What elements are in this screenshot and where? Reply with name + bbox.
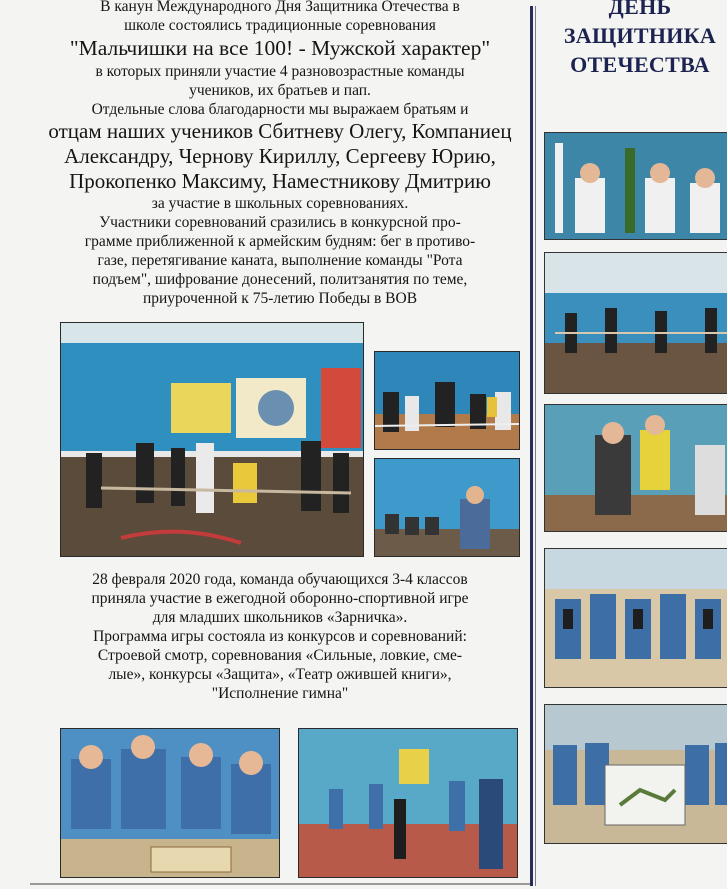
heading-line-3: ОТЕЧЕСТВА [570, 52, 710, 77]
column-divider [530, 6, 533, 886]
names-line-1: Александру, Чернову Кириллу, Сергееву Юрию, [64, 144, 496, 168]
zarnichka-line-3: для младших школьников «Зарничка». [152, 609, 408, 626]
article-top [40, 1, 520, 308]
program-line-3: газе, перетягивание каната, выполнение команды "Рота [97, 252, 463, 269]
game-line-4: "Исполнение гимна" [211, 685, 349, 702]
teams-line-2: учеников, их братьев и пап. [189, 82, 371, 99]
photo-kids-map [60, 728, 280, 878]
thanks-line-2: отцам наших учеников Сбитневу Олегу, Компаниец [48, 119, 512, 143]
photo-tug-of-war [60, 322, 364, 557]
intro-line-1: В канун Международного Дня Защитника Отечества в [100, 0, 460, 15]
photo-classroom-talk [374, 458, 520, 557]
game-line-3: лые», конкурсы «Защита», «Театр ожившей книги», [108, 666, 452, 683]
program-line-5: приуроченной к 75-летию Победы в ВОВ [142, 290, 418, 307]
teams-line-1: в которых приняли участие 4 разновозрастные команды [95, 63, 465, 80]
game-line-2: Строевой смотр, соревнования «Сильные, ловкие, сме- [97, 647, 463, 664]
heading-line-1: ДЕНЬ [608, 0, 672, 19]
column-divider-thin [535, 6, 536, 886]
photo-right-class [544, 548, 727, 688]
right-column [540, 0, 727, 889]
photo-right-gym [544, 252, 727, 394]
zarnichka-line-1: 28 февраля 2020 года, команда обучающихся 3-4 классов [92, 571, 468, 588]
names-line-3: за участие в школьных соревнованиях. [151, 195, 409, 212]
heading-line-2: ЗАЩИТНИКА [563, 23, 717, 48]
event-title: "Мальчишки на все 100! - Мужской характер" [69, 36, 491, 60]
thanks-line-1: Отдельные слова благодарности мы выражаем братьям и [91, 101, 469, 118]
names-line-2: Прокопенко Максиму, Наместникову Дмитрию [69, 169, 491, 193]
game-line-1: Программа игры состояла из конкурсов и соревнований: [93, 628, 467, 645]
photo-hall-game [298, 728, 518, 878]
photo-right-teacher [544, 404, 727, 532]
program-line-4: подъем", шифрование донесений, политзанятия по теме, [92, 271, 468, 288]
section-heading [540, 0, 727, 79]
intro-line-2: школе состоялись традиционные соревнования [124, 17, 436, 34]
program-line-1: Участники соревнований сразились в конкурсной про- [99, 214, 461, 231]
photo-right-flags [544, 132, 727, 240]
article-zarnichka [40, 570, 520, 703]
zarnichka-line-2: приняла участие в ежегодной оборонно-спортивной игре [91, 590, 469, 607]
photo-right-poster [544, 704, 727, 844]
photo-team-watching [374, 351, 520, 450]
program-line-2: грамме приближенной к армейским будням: бег в противо- [84, 233, 476, 250]
bottom-rule [30, 883, 530, 885]
